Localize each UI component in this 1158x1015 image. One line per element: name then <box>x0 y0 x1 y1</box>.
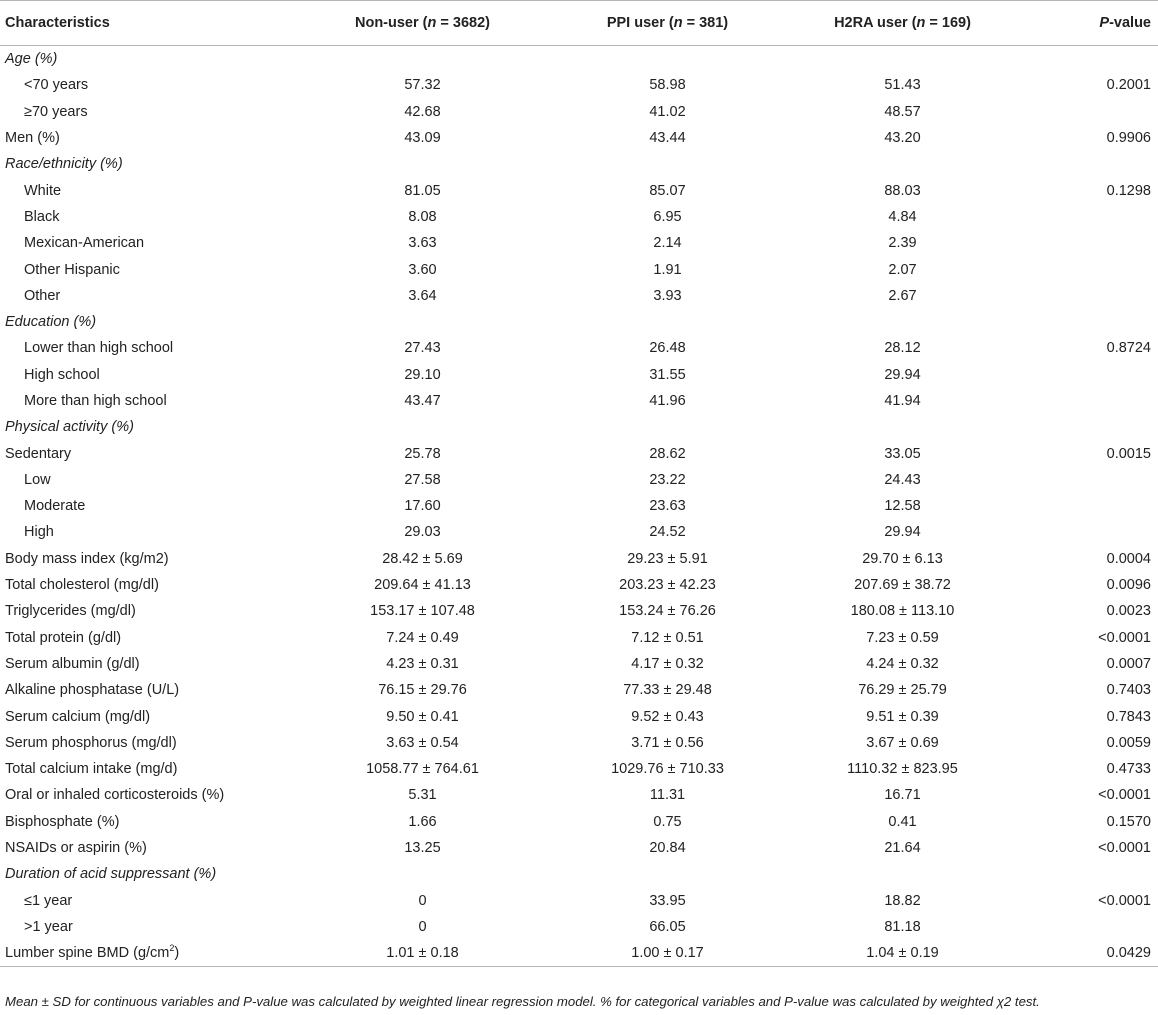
table-row <box>0 467 1158 493</box>
table-row <box>0 177 1158 203</box>
h2ra-value: 2.07 <box>888 261 917 278</box>
table-row <box>0 782 1158 808</box>
row-label <box>0 46 295 73</box>
row-label <box>0 914 295 940</box>
h2ra-value <box>785 414 1020 440</box>
row-label <box>0 467 295 493</box>
row-label-text: Total protein (g/dl) <box>5 629 122 646</box>
ppi-value: 1.00 ± 0.17 <box>550 940 785 967</box>
table-row <box>0 309 1158 335</box>
nonuser-value: 3.63 <box>408 235 437 252</box>
row-label <box>0 283 295 309</box>
h2ra-value: 0.41 <box>888 813 917 830</box>
row-label-text: Mexican-American <box>24 235 145 252</box>
nonuser-value: 57.32 <box>404 77 441 94</box>
ppi-value: 3.71 ± 0.56 <box>631 734 704 751</box>
header-h2ra-count: = 169) <box>925 15 971 31</box>
header-nonuser <box>295 1 550 46</box>
nonuser-value: 29.03 <box>404 524 441 541</box>
h2ra-value: 1110.32 ± 823.95 <box>847 761 958 778</box>
table-row <box>0 283 1158 309</box>
header-h2ra-label: H2RA user ( <box>834 15 917 31</box>
h2ra-value: 29.94 <box>884 524 921 541</box>
table-row <box>0 204 1158 230</box>
nonuser-value <box>295 46 550 73</box>
ppi-value: 23.63 <box>649 498 686 515</box>
table-row <box>0 756 1158 782</box>
ppi-value <box>550 309 785 335</box>
row-label-text: Serum albumin (g/dl) <box>5 655 140 672</box>
p-value <box>1020 467 1158 493</box>
h2ra-value <box>785 309 1020 335</box>
p-value: 0.0429 <box>1020 940 1158 967</box>
h2ra-value: 48.57 <box>884 103 921 120</box>
row-label <box>0 493 295 519</box>
h2ra-value: 207.69 ± 38.72 <box>854 577 951 594</box>
table-row <box>0 362 1158 388</box>
row-label-text: High school <box>24 366 100 383</box>
table-row <box>0 151 1158 177</box>
h2ra-value: 28.12 <box>884 340 921 357</box>
table-row <box>0 230 1158 256</box>
h2ra-value <box>785 46 1020 73</box>
table-row <box>0 46 1158 73</box>
row-label-text: High <box>24 524 54 541</box>
h2ra-value: 43.20 <box>884 130 921 147</box>
row-label <box>0 125 295 151</box>
row-label <box>0 835 295 861</box>
nonuser-value: 27.58 <box>404 471 441 488</box>
h2ra-value: 33.05 <box>884 445 921 462</box>
p-value <box>1020 914 1158 940</box>
nonuser-value: 28.42 ± 5.69 <box>382 550 463 567</box>
ppi-value: 203.23 ± 42.23 <box>619 577 716 594</box>
row-label-text: Oral or inhaled corticosteroids (%) <box>5 787 225 804</box>
row-label-text: Low <box>24 471 51 488</box>
nonuser-value: 25.78 <box>404 445 441 462</box>
header-nonuser-n: n <box>427 15 437 31</box>
row-label-tail: ) <box>174 945 180 962</box>
ppi-value: 7.12 ± 0.51 <box>631 629 704 646</box>
p-value: 0.2001 <box>1106 77 1151 94</box>
p-value: 0.9906 <box>1106 130 1151 147</box>
nonuser-value: 9.50 ± 0.41 <box>386 708 459 725</box>
ppi-value: 85.07 <box>649 182 686 199</box>
table-row <box>0 388 1158 414</box>
ppi-value: 153.24 ± 76.26 <box>619 603 716 620</box>
h2ra-value: 4.84 <box>888 208 917 225</box>
table-row <box>0 730 1158 756</box>
p-value <box>1020 519 1158 545</box>
table-row <box>0 125 1158 151</box>
p-value: <0.0001 <box>1098 840 1151 857</box>
nonuser-value: 8.08 <box>408 208 437 225</box>
ppi-value: 1.91 <box>653 261 682 278</box>
p-value <box>1020 99 1158 125</box>
row-label <box>0 440 295 466</box>
p-value: <0.0001 <box>1098 629 1151 646</box>
row-label-text: Serum phosphorus (mg/dl) <box>5 734 177 751</box>
ppi-value: 66.05 <box>649 918 686 935</box>
row-label <box>0 782 295 808</box>
ppi-value <box>550 414 785 440</box>
table-row <box>0 914 1158 940</box>
row-label-text: Total cholesterol (mg/dl) <box>5 577 159 594</box>
p-value: 0.0015 <box>1106 445 1151 462</box>
row-label-text: Total calcium intake (mg/d) <box>5 761 178 778</box>
header-p-suffix: -value <box>1109 15 1151 31</box>
nonuser-value: 1058.77 ± 764.61 <box>366 761 479 778</box>
row-label-text: Education (%) <box>5 314 97 331</box>
row-label-text: Physical activity (%) <box>5 419 134 436</box>
p-value <box>1020 309 1158 335</box>
row-label-text: Other <box>24 287 61 304</box>
nonuser-value: 7.24 ± 0.49 <box>386 629 459 646</box>
ppi-value: 43.44 <box>649 130 686 147</box>
h2ra-value: 29.70 ± 6.13 <box>862 550 943 567</box>
table-row <box>0 493 1158 519</box>
h2ra-value: 16.71 <box>884 787 921 804</box>
table-row <box>0 440 1158 466</box>
p-value <box>1020 230 1158 256</box>
header-h2ra <box>785 1 1020 46</box>
p-value: 0.1298 <box>1106 182 1151 199</box>
row-label-text: NSAIDs or aspirin (%) <box>5 840 147 857</box>
ppi-value: 20.84 <box>649 840 686 857</box>
row-label-text: Serum calcium (mg/dl) <box>5 708 151 725</box>
ppi-value: 28.62 <box>649 445 686 462</box>
p-value: 0.0004 <box>1106 550 1151 567</box>
row-label <box>0 756 295 782</box>
h2ra-value: 9.51 ± 0.39 <box>866 708 939 725</box>
row-label-text: Other Hispanic <box>24 261 120 278</box>
h2ra-value: 24.43 <box>884 471 921 488</box>
p-value <box>1020 861 1158 887</box>
h2ra-value: 29.94 <box>884 366 921 383</box>
ppi-value: 33.95 <box>649 892 686 909</box>
row-label <box>0 598 295 624</box>
table-row <box>0 72 1158 98</box>
row-label-text: More than high school <box>24 393 167 409</box>
ppi-value: 2.14 <box>653 235 682 252</box>
table-row <box>0 335 1158 361</box>
table-row <box>0 519 1158 545</box>
row-label <box>0 572 295 598</box>
row-label-text: Sedentary <box>5 445 72 462</box>
row-label-text: >1 year <box>24 918 73 935</box>
p-value: 0.0007 <box>1106 655 1151 672</box>
h2ra-value: 2.67 <box>888 287 917 304</box>
ppi-value <box>550 151 785 177</box>
header-p-letter: P <box>1099 15 1110 31</box>
ppi-value: 3.93 <box>653 287 682 304</box>
table-row <box>0 99 1158 125</box>
nonuser-value: 43.09 <box>404 130 441 147</box>
ppi-value: 77.33 ± 29.48 <box>623 682 712 699</box>
h2ra-value: 76.29 ± 25.79 <box>858 682 947 699</box>
table-row <box>0 572 1158 598</box>
h2ra-value: 180.08 ± 113.10 <box>850 603 955 620</box>
p-value <box>1020 414 1158 440</box>
p-value: 0.0059 <box>1106 734 1151 751</box>
h2ra-value: 1.04 ± 0.19 <box>785 940 1020 967</box>
p-value <box>1020 362 1158 388</box>
row-label <box>0 230 295 256</box>
row-label <box>0 730 295 756</box>
row-label <box>0 940 295 967</box>
table-row <box>0 703 1158 729</box>
p-value: <0.0001 <box>1098 892 1151 909</box>
header-h2ra-n: n <box>916 15 926 31</box>
row-label <box>0 809 295 835</box>
header-nonuser-count: = 3682) <box>436 15 490 31</box>
table-row <box>0 677 1158 703</box>
row-label <box>0 519 295 545</box>
p-value: <0.0001 <box>1098 787 1151 804</box>
row-label <box>0 546 295 572</box>
nonuser-value: 3.60 <box>408 261 437 278</box>
row-label <box>0 703 295 729</box>
row-label <box>0 388 295 414</box>
nonuser-value: 17.60 <box>404 498 441 515</box>
row-label-text: ≤1 year <box>24 892 73 909</box>
h2ra-value: 4.24 ± 0.32 <box>866 655 939 672</box>
row-label <box>0 335 295 361</box>
row-label <box>0 861 295 887</box>
row-label-text: Body mass index (kg/m2) <box>5 550 169 567</box>
nonuser-value: 76.15 ± 29.76 <box>378 682 467 699</box>
ppi-value: 41.02 <box>649 103 686 120</box>
nonuser-value: 43.47 <box>404 393 441 409</box>
row-label-text: ≥70 years <box>24 103 88 120</box>
row-label <box>0 625 295 651</box>
ppi-value: 1029.76 ± 710.33 <box>611 761 724 778</box>
row-label-text: Black <box>24 208 60 225</box>
row-label <box>0 151 295 177</box>
row-label <box>0 888 295 914</box>
ppi-value: 4.17 ± 0.32 <box>631 655 704 672</box>
nonuser-value: 209.64 ± 41.13 <box>374 577 471 594</box>
ppi-value: 0.75 <box>653 813 682 830</box>
row-label-text: Moderate <box>24 498 86 515</box>
header-ppi-label: PPI user ( <box>606 15 674 31</box>
p-value <box>1020 388 1158 414</box>
ppi-value: 24.52 <box>649 524 686 541</box>
row-label <box>0 309 295 335</box>
header-characteristics: Characteristics <box>0 1 295 46</box>
row-label <box>0 362 295 388</box>
row-label <box>0 177 295 203</box>
h2ra-value: 51.43 <box>884 77 921 94</box>
nonuser-value: 4.23 ± 0.31 <box>386 655 459 672</box>
row-label-text: White <box>24 182 62 199</box>
table-row <box>0 835 1158 861</box>
nonuser-value: 0 <box>418 892 427 909</box>
nonuser-value: 5.31 <box>408 787 437 804</box>
row-label-text: Race/ethnicity (%) <box>5 156 123 173</box>
h2ra-value <box>785 151 1020 177</box>
nonuser-value: 1.66 <box>408 813 437 830</box>
h2ra-value: 81.18 <box>884 918 921 935</box>
table-row <box>0 888 1158 914</box>
row-label <box>0 72 295 98</box>
header-ppi <box>550 1 785 46</box>
nonuser-value <box>295 861 550 887</box>
ppi-value: 29.23 ± 5.91 <box>627 550 708 567</box>
nonuser-value <box>295 151 550 177</box>
nonuser-value: 29.10 <box>404 366 441 383</box>
h2ra-value: 2.39 <box>888 235 917 252</box>
p-value: 0.0023 <box>1106 603 1151 620</box>
nonuser-value: 3.63 ± 0.54 <box>386 734 459 751</box>
header-ppi-count: = 381) <box>682 15 729 31</box>
table-body <box>0 46 1158 967</box>
p-value <box>1020 493 1158 519</box>
ppi-value <box>550 46 785 73</box>
header-ppi-n: n <box>673 15 683 31</box>
header-row <box>0 1 1158 46</box>
row-label <box>0 677 295 703</box>
h2ra-value: 7.23 ± 0.59 <box>866 629 939 646</box>
ppi-value: 41.96 <box>649 393 686 409</box>
row-label-text: Duration of acid suppressant (%) <box>5 866 217 883</box>
p-value: 0.7843 <box>1106 708 1151 725</box>
row-label <box>0 99 295 125</box>
row-label-text: Age (%) <box>5 51 58 68</box>
table-footnote: Mean ± SD for continuous variables and P-value was calculated by weighted linear regression model. % for categorical variables and P-value was calculated by weighted χ2 test. <box>5 994 1040 1009</box>
row-label-text: Lower than high school <box>24 340 174 357</box>
nonuser-value: 0 <box>418 918 427 935</box>
ppi-value: 11.31 <box>649 787 686 804</box>
p-value <box>1020 204 1158 230</box>
nonuser-value <box>295 414 550 440</box>
ppi-value: 6.95 <box>653 208 682 225</box>
h2ra-value: 12.58 <box>884 498 921 515</box>
h2ra-value <box>785 861 1020 887</box>
row-label <box>0 204 295 230</box>
header-p-value <box>1020 1 1158 46</box>
p-value: 0.8724 <box>1106 340 1151 357</box>
nonuser-value: 13.25 <box>404 840 441 857</box>
header-nonuser-label: Non-user ( <box>355 15 428 31</box>
table-row <box>0 940 1158 967</box>
row-label-text: Alkaline phosphatase (U/L) <box>5 682 180 699</box>
p-value <box>1020 46 1158 73</box>
table-row <box>0 861 1158 887</box>
nonuser-value: 27.43 <box>404 340 441 357</box>
table-row <box>0 256 1158 282</box>
nonuser-value: 1.01 ± 0.18 <box>295 940 550 967</box>
p-value <box>1020 256 1158 282</box>
row-label-text: Lumber spine BMD (g/cm <box>5 945 170 962</box>
row-label-text: Men (%) <box>5 130 60 147</box>
row-label <box>0 256 295 282</box>
row-label <box>0 414 295 440</box>
p-value <box>1020 283 1158 309</box>
row-label-text: Bisphosphate (%) <box>5 813 120 830</box>
nonuser-value: 81.05 <box>404 182 441 199</box>
table-row <box>0 546 1158 572</box>
table-row <box>0 598 1158 624</box>
nonuser-value: 3.64 <box>408 287 437 304</box>
nonuser-value: 42.68 <box>404 103 441 120</box>
p-value: 0.1570 <box>1106 813 1151 830</box>
table-row <box>0 625 1158 651</box>
nonuser-value: 153.17 ± 107.48 <box>370 603 475 620</box>
row-label-text: <70 years <box>24 77 89 94</box>
ppi-value: 26.48 <box>649 340 686 357</box>
p-value: 0.7403 <box>1106 682 1151 699</box>
row-label-text: Triglycerides (mg/dl) <box>5 603 136 620</box>
nonuser-value <box>295 309 550 335</box>
table-row <box>0 809 1158 835</box>
table-row <box>0 414 1158 440</box>
ppi-value: 31.55 <box>649 366 686 383</box>
ppi-value: 23.22 <box>649 471 686 488</box>
h2ra-value: 21.64 <box>884 840 921 857</box>
h2ra-value: 3.67 ± 0.69 <box>866 734 939 751</box>
row-label <box>0 651 295 677</box>
h2ra-value: 18.82 <box>884 892 921 909</box>
row-label-superscript: 2 <box>169 943 175 954</box>
h2ra-value: 88.03 <box>884 182 921 199</box>
p-value <box>1020 151 1158 177</box>
ppi-value: 9.52 ± 0.43 <box>631 708 704 725</box>
p-value: 0.4733 <box>1106 761 1151 778</box>
table-row <box>0 651 1158 677</box>
ppi-value: 58.98 <box>649 77 686 94</box>
p-value: 0.0096 <box>1106 577 1151 594</box>
ppi-value <box>550 861 785 887</box>
h2ra-value: 41.94 <box>884 393 921 409</box>
